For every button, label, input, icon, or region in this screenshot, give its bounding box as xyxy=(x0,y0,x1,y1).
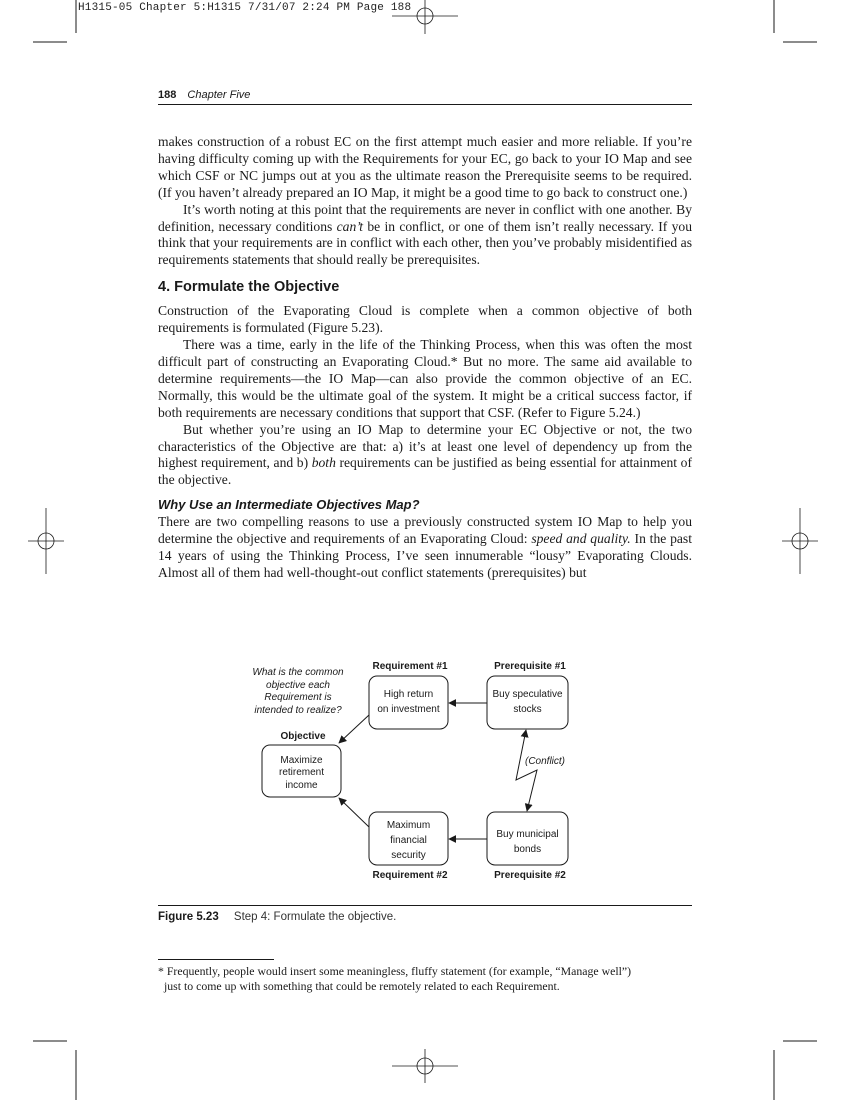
conflict-label: (Conflict) xyxy=(525,756,566,767)
footnote-line-1: * Frequently, people would insert some meaningless, fluffy statement (for example, “Manage well”) xyxy=(158,964,632,978)
objective-question xyxy=(252,667,344,716)
svg-text:security: security xyxy=(391,850,426,861)
svg-text:Maximum: Maximum xyxy=(386,820,431,831)
svg-text:on investment: on investment xyxy=(377,704,440,715)
svg-text:bonds: bonds xyxy=(513,844,542,855)
chapter-title: Chapter Five xyxy=(187,89,251,101)
paragraph-6: There are two compelling reasons to use a previously constructed system IO Map to help you determine the objective and requirements of an Evaporating Cloud: speed and quality. In the past 14 years of using the Thinking Process, I’ve seen innumerable “lousy” Evaporating Clouds. Almost all of them had well-thought-out conflict statements (prerequisites) but xyxy=(158,514,692,580)
svg-text:retirement: retirement xyxy=(278,767,325,778)
paragraph-4: There was a time, early in the life of the Thinking Process, when this was often the most difficult part of constructing an Evaporating Cloud.* But no more. The same aid available to determine requirements—the IO Map—can also provide the common objective of an EC. Normally, this would be the ultimate goal of the system. It might be a critical success factor, if both requirements are necessary conditions that support that CSF. (Refer to Figure 5.24.) xyxy=(158,337,692,420)
conflict-arrow xyxy=(516,730,537,811)
paragraph-5: But whether you’re using an IO Map to determine your EC Objective or not, the two characteristics of the Objective are that: a) it’s at least one level of dependency up from the highest requirement, and b) both requirements can be justified as being essential for attainment of the objective. xyxy=(158,421,692,488)
svg-text:Maximize: Maximize xyxy=(280,755,323,766)
paragraph-3: Construction of the Evaporating Cloud is complete when a common objective of both requirements is formulated (Figure 5.23). xyxy=(158,303,692,336)
footnote-rule xyxy=(158,959,274,960)
svg-text:objective each: objective each xyxy=(266,680,330,691)
requirement-1-label: Requirement #1 xyxy=(372,661,448,672)
footnote xyxy=(158,964,692,994)
section-heading: 4. Formulate the Objective xyxy=(158,279,340,296)
paragraph-2: It’s worth noting at this point that the requirements are never in conflict with one another. By definition, necessary conditions can’t be in conflict, or one of them isn’t really necessary. If you think that your requirements are in conflict with each other, then you’ve probably misidentified as requirements statements that should really be prerequisites. xyxy=(158,201,692,268)
arrow-req1-to-objective xyxy=(339,715,369,743)
footnote-line-2: just to come up with something that could be remotely related to each Requirement. xyxy=(164,979,560,993)
figure-label: Figure 5.23 xyxy=(158,911,219,923)
svg-text:What is the common: What is the common xyxy=(252,667,344,678)
paragraph-1: makes construction of a robust EC on the first attempt much easier and more reliable. If you’re having difficulty coming up with the Requirements for your EC, go back to your IO Map and see which CSF or NC jumps out at you as the ultimate reason the Prerequisite seems to be required. (If you haven’t already prepared an IO Map, it might be a good time to go back to construct one.) xyxy=(158,134,692,200)
svg-text:Buy municipal: Buy municipal xyxy=(496,829,559,840)
svg-text:High return: High return xyxy=(383,689,434,700)
svg-text:financial: financial xyxy=(390,835,427,846)
prerequisite-1-label: Prerequisite #1 xyxy=(494,661,566,672)
requirement-1-box xyxy=(369,676,448,729)
caption-rule xyxy=(158,905,692,906)
svg-text:income: income xyxy=(285,780,318,791)
prerequisite-1-box xyxy=(487,676,568,729)
figure-caption xyxy=(158,911,396,923)
printer-slug: H1315-05 Chapter 5:H1315 7/31/07 2:24 PM Page 188 xyxy=(78,2,412,14)
requirement-2-text xyxy=(387,820,430,861)
prerequisite-2-label: Prerequisite #2 xyxy=(494,870,566,881)
svg-text:Requirement is: Requirement is xyxy=(264,692,332,703)
requirement-2-label: Requirement #2 xyxy=(372,870,448,881)
arrow-req2-to-objective xyxy=(339,798,369,827)
page-number: 188 xyxy=(158,89,177,101)
svg-text:intended to realize?: intended to realize? xyxy=(254,705,342,716)
objective-text xyxy=(279,755,324,791)
svg-text:stocks: stocks xyxy=(513,704,542,715)
sub-heading: Why Use an Intermediate Objectives Map? xyxy=(158,497,420,513)
svg-text:Buy speculative: Buy speculative xyxy=(492,689,563,700)
objective-label: Objective xyxy=(280,731,326,742)
figure-caption-text: Step 4: Formulate the objective. xyxy=(233,911,397,923)
